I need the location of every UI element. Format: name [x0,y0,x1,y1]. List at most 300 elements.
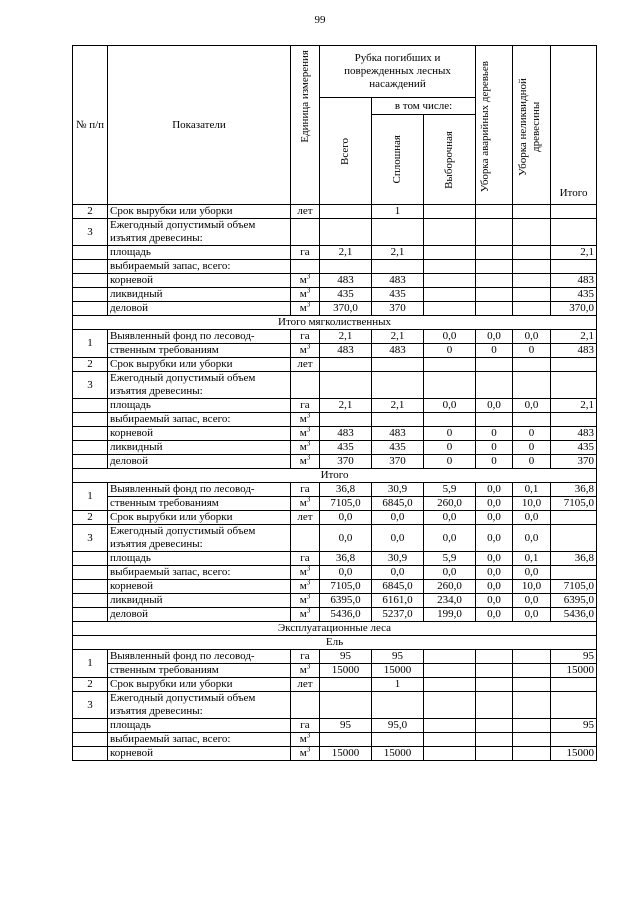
header-selective: Выборочная [424,115,476,205]
unit-cell [291,260,320,274]
value-cell [551,566,597,580]
unit-cell [291,246,320,260]
value-cell: 0,0 [320,525,372,552]
value-cell: 370 [551,455,597,469]
value-cell: 483 [551,274,597,288]
value-cell [476,664,513,678]
value-cell: 0,0 [320,511,372,525]
unit-cell [291,580,320,594]
row-number [73,399,108,413]
unit-text: м [299,274,307,286]
value-cell: 0 [513,455,551,469]
header-unit: Единица измерения [291,46,320,205]
table-row [73,678,597,692]
value-cell [513,413,551,427]
unit-text: м [299,455,307,467]
value-cell [424,288,476,302]
row-number: 3 [73,525,108,552]
value-cell: 95 [320,650,372,664]
unit-cell [291,455,320,469]
value-cell: 483 [551,344,597,358]
unit-text: м [299,608,307,620]
unit-text: га [300,552,310,564]
value-cell: 0 [424,427,476,441]
value-cell [476,413,513,427]
table-row [73,525,597,552]
value-cell: 483 [372,344,424,358]
row-number: 3 [73,692,108,719]
unit-superscript: 3 [306,496,311,504]
value-cell: 2,1 [551,330,597,344]
table-row [73,441,597,455]
value-cell: 0,0 [424,525,476,552]
value-cell [372,372,424,399]
value-cell [424,664,476,678]
unit-superscript: 3 [306,273,311,281]
value-cell [320,219,372,246]
value-cell [551,525,597,552]
value-cell: 5,9 [424,483,476,497]
value-cell [372,733,424,747]
unit-text: га [300,246,310,258]
value-cell [513,664,551,678]
row-label: ственным требованиям [108,344,291,358]
unit-cell [291,511,320,525]
value-cell: 370 [372,302,424,316]
unit-cell [291,483,320,497]
value-cell: 95 [372,650,424,664]
value-cell: 0,0 [476,330,513,344]
unit-cell [291,719,320,733]
unit-text: м [299,302,307,314]
value-cell: 1 [372,678,424,692]
value-cell: 0 [476,441,513,455]
value-cell: 5,9 [424,552,476,566]
unit-text: м [299,497,307,509]
table-row [73,219,597,246]
table-row [73,511,597,525]
value-cell [424,719,476,733]
section-row [73,636,597,650]
unit-cell [291,441,320,455]
value-cell [513,650,551,664]
value-cell [320,372,372,399]
table-row [73,358,597,372]
row-number [73,733,108,747]
value-cell [513,372,551,399]
value-cell: 95,0 [372,719,424,733]
row-label: Срок вырубки или уборки [108,205,291,219]
row-label: площадь [108,719,291,733]
unit-cell [291,566,320,580]
row-number: 3 [73,372,108,399]
value-cell: 0,0 [424,330,476,344]
value-cell: 15000 [372,664,424,678]
section-row [73,316,597,330]
value-cell: 435 [551,441,597,455]
value-cell [424,678,476,692]
row-label: ственным требованиям [108,497,291,511]
value-cell [372,692,424,719]
value-cell: 0,0 [476,566,513,580]
table-row [73,260,597,274]
unit-text: лет [297,678,313,690]
row-number [73,441,108,455]
table-row [73,399,597,413]
value-cell: 0,0 [476,552,513,566]
row-label: Выявленный фонд по лесовод- [108,650,291,664]
unit-cell [291,219,320,246]
value-cell: 0,0 [372,511,424,525]
value-cell: 2,1 [372,330,424,344]
value-cell [551,678,597,692]
unit-cell [291,288,320,302]
value-cell: 6395,0 [551,594,597,608]
value-cell: 36,8 [320,552,372,566]
unit-superscript: 3 [306,454,311,462]
row-number [73,719,108,733]
value-cell: 435 [320,441,372,455]
value-cell: 0 [513,441,551,455]
value-cell [424,260,476,274]
value-cell: 234,0 [424,594,476,608]
value-cell: 0 [476,455,513,469]
value-cell [551,692,597,719]
value-cell: 0 [424,441,476,455]
unit-text: лет [297,205,313,217]
row-label: корневой [108,747,291,761]
table-body [73,205,597,761]
row-label: Срок вырубки или уборки [108,511,291,525]
unit-cell [291,608,320,622]
value-cell: 0,0 [476,594,513,608]
value-cell: 7105,0 [551,497,597,511]
value-cell: 6161,0 [372,594,424,608]
value-cell: 0,0 [513,608,551,622]
value-cell [513,205,551,219]
unit-superscript: 3 [306,343,311,351]
unit-text: м [299,664,307,676]
unit-text: м [299,344,307,356]
table-row [73,483,597,497]
unit-text: га [300,483,310,495]
value-cell: 370,0 [320,302,372,316]
value-cell: 0,0 [476,483,513,497]
row-number [73,302,108,316]
unit-cell [291,274,320,288]
row-number [73,413,108,427]
row-label: ственным требованиям [108,664,291,678]
unit-superscript: 3 [306,579,311,587]
value-cell: 10,0 [513,580,551,594]
value-cell [320,678,372,692]
row-number [73,246,108,260]
header-indicator: Показатели [108,46,291,205]
table-row [73,594,597,608]
row-number [73,566,108,580]
unit-text: га [300,399,310,411]
value-cell [551,219,597,246]
value-cell: 2,1 [320,399,372,413]
row-label: деловой [108,608,291,622]
value-cell: 10,0 [513,497,551,511]
value-cell [551,260,597,274]
value-cell [476,372,513,399]
value-cell: 30,9 [372,483,424,497]
unit-cell [291,330,320,344]
table-row [73,692,597,719]
row-label: Ежегодный допустимый объем изъятия древесины: [108,372,291,399]
value-cell [513,246,551,260]
value-cell: 0 [424,344,476,358]
row-number [73,608,108,622]
value-cell: 0 [476,427,513,441]
row-number [73,552,108,566]
table-row [73,664,597,678]
value-cell [372,413,424,427]
value-cell: 0,0 [513,330,551,344]
value-cell: 2,1 [320,246,372,260]
value-cell [320,205,372,219]
section-row [73,622,597,636]
row-number: 2 [73,511,108,525]
row-label: площадь [108,552,291,566]
value-cell [320,260,372,274]
row-number: 1 [73,330,108,358]
row-label: выбираемый запас, всего: [108,566,291,580]
value-cell [320,692,372,719]
section-title: Итого мягколиственных [73,316,597,330]
unit-text: га [300,330,310,342]
value-cell: 260,0 [424,497,476,511]
row-label: площадь [108,399,291,413]
unit-cell [291,413,320,427]
value-cell: 30,9 [372,552,424,566]
value-cell: 15000 [551,664,597,678]
unit-text: лет [297,358,313,370]
unit-text: м [299,580,307,592]
value-cell [424,747,476,761]
value-cell [424,692,476,719]
row-number [73,580,108,594]
value-cell: 0,0 [372,525,424,552]
value-cell [372,219,424,246]
unit-superscript: 3 [306,746,311,754]
value-cell [476,650,513,664]
table-row [73,650,597,664]
row-number: 3 [73,219,108,246]
table-row [73,413,597,427]
value-cell: 0 [513,344,551,358]
row-number [73,427,108,441]
value-cell: 483 [320,344,372,358]
value-cell: 0,0 [513,594,551,608]
row-number: 2 [73,358,108,372]
value-cell [424,302,476,316]
value-cell: 36,8 [551,552,597,566]
table-row [73,719,597,733]
value-cell: 15000 [551,747,597,761]
value-cell [551,205,597,219]
value-cell [424,205,476,219]
value-cell [476,274,513,288]
value-cell [424,413,476,427]
section-title: Итого [73,469,597,483]
value-cell [476,288,513,302]
header-including: в том числе: [372,98,476,115]
row-label: Выявленный фонд по лесовод- [108,330,291,344]
value-cell: 0,0 [476,497,513,511]
table-row [73,344,597,358]
table-row [73,205,597,219]
value-cell [320,413,372,427]
unit-cell [291,302,320,316]
row-label: Выявленный фонд по лесовод- [108,483,291,497]
section-row [73,469,597,483]
unit-text: м [299,413,307,425]
unit-superscript: 3 [306,663,311,671]
value-cell [513,678,551,692]
row-label: деловой [108,455,291,469]
value-cell: 0,0 [476,525,513,552]
forest-table [72,45,597,761]
row-label: Ежегодный допустимый объем изъятия древесины: [108,692,291,719]
value-cell: 483 [372,427,424,441]
value-cell: 0 [476,344,513,358]
value-cell [513,733,551,747]
unit-cell [291,358,320,372]
table-row [73,427,597,441]
unit-text: га [300,719,310,731]
value-cell: 483 [320,427,372,441]
value-cell [424,219,476,246]
value-cell [513,274,551,288]
unit-superscript: 3 [306,287,311,295]
row-label: ликвидный [108,441,291,455]
value-cell: 15000 [372,747,424,761]
value-cell: 2,1 [320,330,372,344]
value-cell [320,733,372,747]
row-label: Ежегодный допустимый объем изъятия древесины: [108,525,291,552]
value-cell: 6845,0 [372,497,424,511]
value-cell [476,747,513,761]
unit-cell [291,497,320,511]
row-label: корневой [108,274,291,288]
value-cell: 370,0 [551,302,597,316]
unit-text: м [299,747,307,759]
value-cell: 0 [424,455,476,469]
value-cell: 483 [320,274,372,288]
value-cell: 36,8 [551,483,597,497]
value-cell [513,302,551,316]
table-row [73,552,597,566]
value-cell: 0,0 [476,580,513,594]
unit-cell [291,692,320,719]
unit-cell [291,427,320,441]
unit-cell [291,372,320,399]
value-cell: 6395,0 [320,594,372,608]
unit-text: м [299,594,307,606]
header-itogo: Итого [551,46,597,205]
unit-superscript: 3 [306,412,311,420]
value-cell: 0,0 [476,399,513,413]
row-label: ликвидный [108,288,291,302]
value-cell [513,747,551,761]
value-cell [476,246,513,260]
value-cell: 435 [551,288,597,302]
row-label: ликвидный [108,594,291,608]
header-nonliquid: Уборка неликвидной древесины [513,46,551,205]
table-row [73,580,597,594]
value-cell [372,260,424,274]
value-cell [551,413,597,427]
unit-text: м [299,427,307,439]
unit-superscript: 3 [306,593,311,601]
row-label: выбираемый запас, всего: [108,260,291,274]
row-number [73,747,108,761]
value-cell: 370 [372,455,424,469]
unit-text: га [300,650,310,662]
table-row [73,274,597,288]
value-cell: 0,0 [476,511,513,525]
value-cell: 483 [551,427,597,441]
row-number [73,455,108,469]
value-cell: 0,0 [513,525,551,552]
value-cell: 0,0 [513,566,551,580]
table-row [73,330,597,344]
value-cell [513,219,551,246]
row-label: площадь [108,246,291,260]
unit-cell [291,399,320,413]
unit-cell [291,650,320,664]
value-cell: 0,0 [372,566,424,580]
row-number: 2 [73,205,108,219]
unit-cell [291,733,320,747]
value-cell: 7105,0 [320,497,372,511]
value-cell [372,358,424,372]
table-header [73,46,597,205]
table-row [73,288,597,302]
value-cell: 2,1 [372,399,424,413]
value-cell: 0 [513,427,551,441]
value-cell: 1 [372,205,424,219]
unit-text: лет [297,511,313,523]
value-cell: 435 [372,441,424,455]
value-cell: 0,0 [424,511,476,525]
table-row [73,302,597,316]
unit-superscript: 3 [306,565,311,573]
unit-superscript: 3 [306,440,311,448]
value-cell [476,302,513,316]
row-label: Срок вырубки или уборки [108,678,291,692]
value-cell [476,219,513,246]
value-cell: 260,0 [424,580,476,594]
value-cell: 7105,0 [551,580,597,594]
value-cell [424,358,476,372]
table-row [73,733,597,747]
unit-text: м [299,288,307,300]
value-cell [424,274,476,288]
header-total: Всего [320,98,372,205]
value-cell: 5436,0 [320,608,372,622]
header-group-title: Рубка погибших и поврежденных лесных насаждений [320,46,476,98]
unit-superscript: 3 [306,732,311,740]
value-cell: 6845,0 [372,580,424,594]
unit-text: м [299,566,307,578]
unit-cell [291,594,320,608]
value-cell: 435 [372,288,424,302]
value-cell [476,205,513,219]
